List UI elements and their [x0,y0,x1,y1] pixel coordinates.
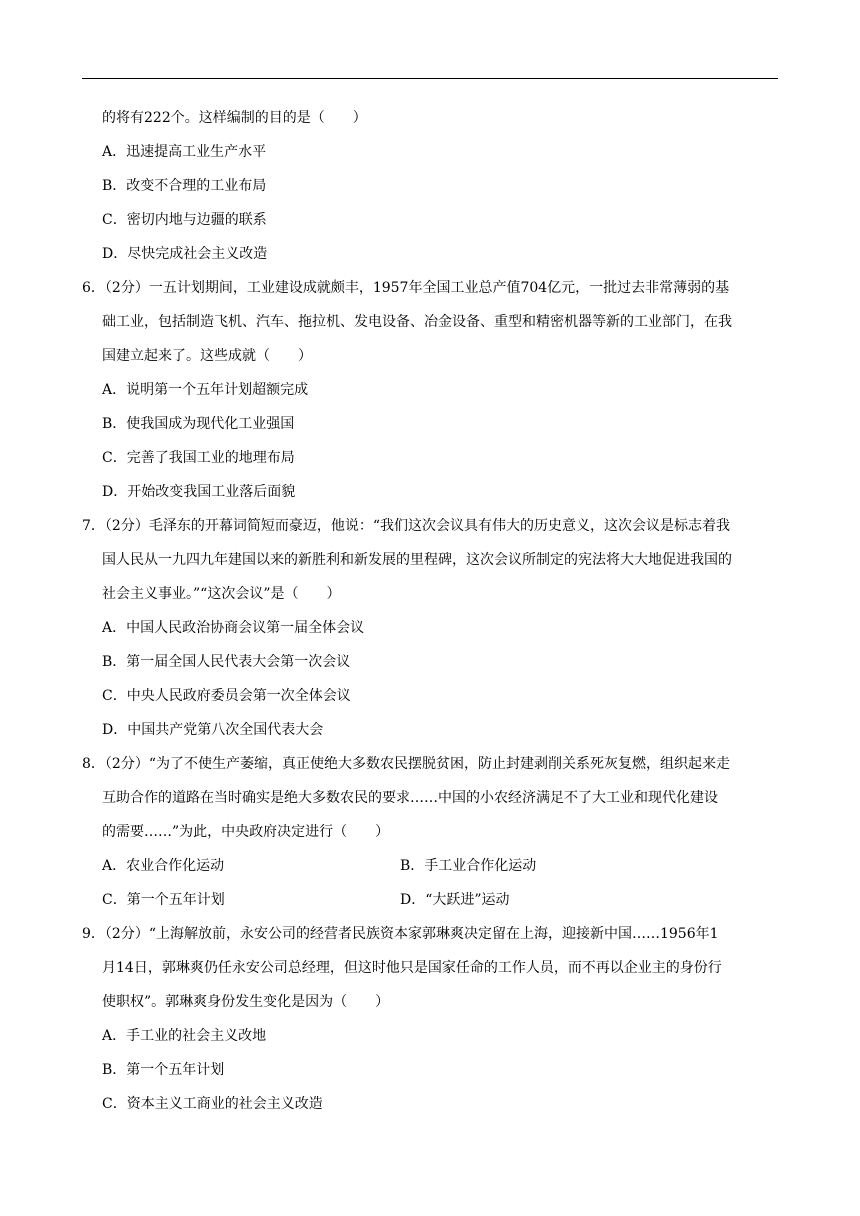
q6-option-b[interactable]: B．使我国成为现代化工业强国 [102,416,295,432]
q7-option-a[interactable]: A．中国人民政治协商会议第一届全体会议 [102,620,365,636]
q7-option-c[interactable]: C．中央人民政府委员会第一次全体会议 [102,688,351,704]
q7-stem-line3: 社会主义事业。”“这次会议”是（ ） [102,586,341,602]
q6-stem-line1: 6．（2分）一五计划期间，工业建设成就颇丰，1957年全国工业总产值704亿元，一批过去非常薄弱的基 [82,280,730,296]
q7-option-d[interactable]: D．中国共产党第八次全国代表大会 [102,722,324,738]
q8-option-b[interactable]: B．手工业合作化运动 [400,858,537,874]
q9-option-c[interactable]: C．资本主义工商业的社会主义改造 [102,1096,323,1112]
q9-option-b[interactable]: B．第一个五年计划 [102,1062,225,1078]
q8-option-c[interactable]: C．第一个五年计划 [102,892,225,908]
q8-stem-line1: 8．（2分）“为了不使生产萎缩，真正使绝大多数农民摆脱贫困，防止封建剥削关系死灰复燃，组织起来走 [82,756,730,772]
q7-stem-line1: 7．（2分）毛泽东的开幕词简短而豪迈，他说：“我们这次会议具有伟大的历史意义，这次会议是标志着我 [82,518,730,534]
q8-stem-line3: 的需要……”为此，中央政府决定进行（ ） [102,824,390,840]
q5-option-a[interactable]: A．迅速提高工业生产水平 [102,144,267,160]
q6-option-d[interactable]: D．开始改变我国工业落后面貌 [102,484,296,500]
q5-option-b[interactable]: B．改变不合理的工业布局 [102,178,267,194]
q9-stem-line1: 9．（2分）“上海解放前，永安公司的经营者民族资本家郭琳爽决定留在上海，迎接新中国……1956年1 [82,926,719,942]
q8-stem-line2: 互助合作的道路在当时确实是绝大多数农民的要求……中国的小农经济满足不了大工业和现代化建设 [102,790,718,806]
q7-stem-line2: 国人民从一九四九年建国以来的新胜利和新发展的里程碑，这次会议所制定的宪法将大大地促进我国的 [102,552,732,568]
q9-option-a[interactable]: A．手工业的社会主义改地 [102,1028,267,1044]
q7-option-b[interactable]: B．第一届全国人民代表大会第一次会议 [102,654,351,670]
q5-option-c[interactable]: C．密切内地与边疆的联系 [102,212,267,228]
q5-option-d[interactable]: D．尽快完成社会主义改造 [102,246,268,262]
header-rule [82,78,778,79]
q6-option-a[interactable]: A．说明第一个五年计划超额完成 [102,382,309,398]
q8-option-d[interactable]: D．“大跃进”运动 [400,892,510,908]
q8-option-a[interactable]: A．农业合作化运动 [102,858,225,874]
q9-stem-line2: 月14日，郭琳爽仍任永安公司总经理，但这时他只是国家任命的工作人员，而不再以企业主的身份行 [102,960,722,976]
q9-stem-line3: 使职权”。郭琳爽身份发生变化是因为（ ） [102,994,390,1010]
q6-stem-line3: 国建立起来了。这些成就（ ） [102,348,312,364]
q6-option-c[interactable]: C．完善了我国工业的地理布局 [102,450,295,466]
q5-stem-tail: 的将有222个。这样编制的目的是（ ） [102,110,367,126]
q6-stem-line2: 础工业，包括制造飞机、汽车、拖拉机、发电设备、冶金设备、重型和精密机器等新的工业部门，在我 [102,314,732,330]
